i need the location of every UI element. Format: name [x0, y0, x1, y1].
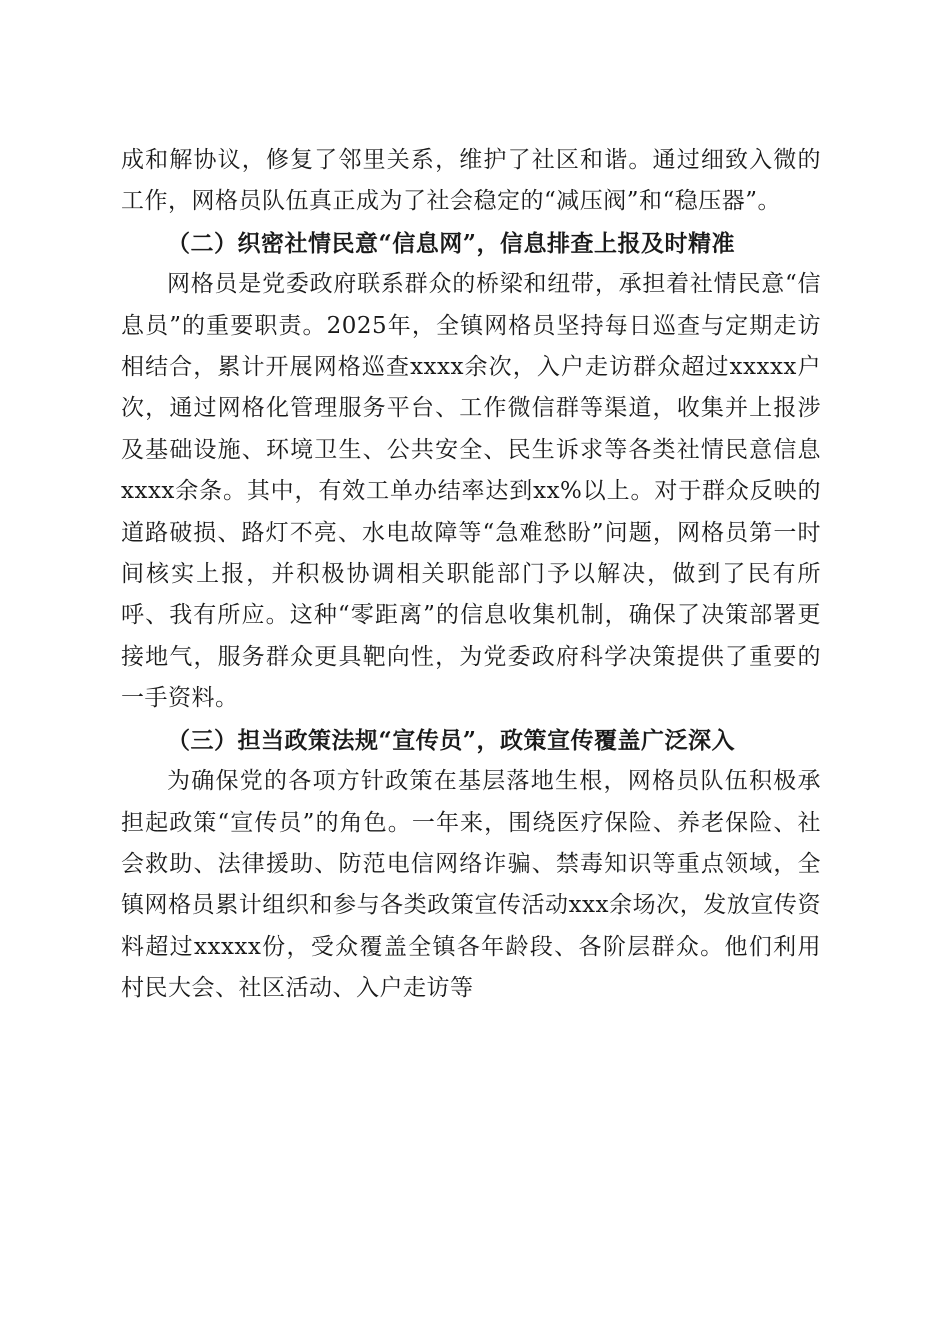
- paragraph-continuation: 成和解协议，修复了邻里关系，维护了社区和谐。通过细致入微的工作，网格员队伍真正成为了社会稳定的“减压阀”和“稳压器”。: [121, 147, 821, 215]
- section-heading-2: （二）织密社情民意“信息网”，信息排查上报及时精准: [167, 229, 735, 257]
- section-heading-3: （三）担当政策法规“宣传员”，政策宣传覆盖广泛深入: [167, 726, 735, 754]
- paragraph-policy-publicity: 为确保党的各项方针政策在基层落地生根，网格员队伍积极承担起政策“宣传员”的角色。一年来，围绕医疗保险、养老保险、社会救助、法律援助、防范电信网络诈骗、禁毒知识等重点领域，全镇网格员累计组织和参与各类政策宣传活动xxx余场次，发放宣传资料超过xxxxx份，受众覆盖全镇各年龄段、各阶层群众。他们利用村民大会、社区活动、入户走访等: [121, 768, 821, 1002]
- document-page: [121, 140, 821, 1010]
- paragraph-information-network: 网格员是党委政府联系群众的桥梁和纽带，承担着社情民意“信息员”的重要职责。2025年，全镇网格员坚持每日巡查与定期走访相结合，累计开展网格巡查xxxx余次，入户走访群众超过xxxxx户次，通过网格化管理服务平台、工作微信群等渠道，收集并上报涉及基础设施、环境卫生、公共安全、民生诉求等各类社情民意信息xxxx余条。其中，有效工单办结率达到xx%以上。对于群众反映的道路破损、路灯不亮、水电故障等“急难愁盼”问题，网格员第一时间核实上报，并积极协调相关职能部门予以解决，做到了民有所呼、我有所应。这种“零距离”的信息收集机制，确保了决策部署更接地气，服务群众更具靶向性，为党委政府科学决策提供了重要的一手资料。: [121, 271, 821, 712]
